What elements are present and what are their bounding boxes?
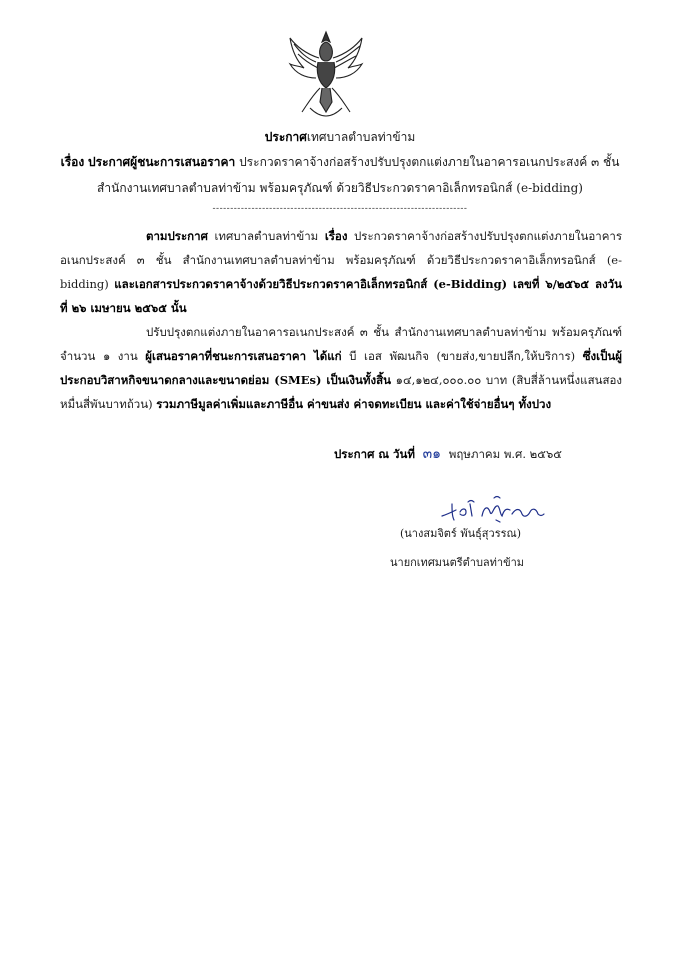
para2-winner-label: ผู้เสนอราคาที่ชนะการเสนอราคา ได้แก่	[145, 349, 342, 363]
para2-line-3	[60, 373, 622, 387]
para2-amount: ๑๔,๑๒๔,๐๐๐.๐๐ บาท (สิบสี่ล้านหนึ่งแสนสอง	[395, 373, 622, 387]
announce-label: ประกาศ ณ วันที่	[334, 447, 415, 461]
subject-label: เรื่อง	[60, 155, 85, 169]
announcement-title	[0, 128, 680, 147]
title-prefix: ประกาศ	[264, 130, 307, 144]
subject-rest: ประกวดราคาจ้างก่อสร้างปรับปรุงตกแต่งภายในอาคารอเนกประสงค์ ๓ ชั้น	[239, 155, 620, 169]
garuda-emblem-icon	[286, 28, 366, 120]
subject-line-2	[0, 179, 680, 198]
para1-date: ที่ ๒๖ เมษายน ๒๕๖๕ นั้น	[60, 301, 187, 315]
para1-org: เทศบาลตำบลท่าข้าม	[214, 229, 319, 243]
para2-line-1	[146, 325, 622, 339]
signer-name: (นางสมจิตร์ พันธุ์สุวรรณ)	[400, 527, 522, 540]
para2-vat-note: รวมภาษีมูลค่าเพิ่มและภาษีอื่น ค่าขนส่ง ค่าจดทะเบียน และค่าใช้จ่ายอื่นๆ ทั้งปวง	[156, 397, 552, 411]
subject-line2-bold: สำนักงานเทศบาลตำบลท่าข้าม พร้อมครุภัณฑ์	[97, 181, 333, 195]
para1-docs: และเอกสารประกวดราคาจ้าง	[114, 277, 259, 291]
para1-line-1	[146, 229, 622, 243]
divider-line: ------------------------------------------------------------------------	[212, 204, 468, 214]
para1-intro: ตามประกาศ	[146, 229, 208, 243]
subject-bold: ประกาศผู้ชนะการเสนอราคา	[88, 155, 236, 169]
para2-line-2	[60, 349, 622, 363]
signature-icon	[438, 494, 548, 524]
para2-project: ปรับปรุงตกแต่งภายในอาคารอเนกประสงค์ ๓ ชั้น สำนักงานเทศบาลตำบลท่าข้าม พร้อมครุภัณฑ์	[146, 325, 622, 339]
para1-docs-number: ด้วยวิธีประกวดราคาอิเล็กทรอนิกส์ (e-Bidding) เลขที่ ๖/๒๕๖๕ ลงวัน	[258, 277, 622, 291]
para1-line2-text: อเนกประสงค์ ๓ ชั้น สำนักงานเทศบาลตำบลท่าข้าม พร้อมครุภัณฑ์ ด้วยวิธีประกวดราคาอิเล็กทรอนิกส์ (e-	[60, 253, 622, 267]
announce-day: ๓๑	[422, 446, 442, 462]
para2-winner-name: บี เอส พัฒนกิจ (ขายส่ง,ขายปลีก,ให้บริการ)	[349, 349, 576, 363]
para1-subject: ประกวดราคาจ้างก่อสร้างปรับปรุงตกแต่งภายในอาคาร	[354, 229, 623, 243]
subject-line2-rest: ด้วยวิธีประกวดราคาอิเล็กทรอนิกส์ (e-bidding)	[336, 181, 583, 195]
para1-line-3	[60, 277, 622, 291]
para1-line-2	[60, 253, 622, 267]
para1-line-4	[60, 301, 187, 315]
title-org: เทศบาลตำบลท่าข้าม	[306, 130, 416, 144]
para1-bidding: bidding)	[60, 277, 109, 291]
announce-month-year: พฤษภาคม พ.ศ. ๒๕๖๕	[448, 447, 562, 461]
para2-line-4	[60, 397, 551, 411]
subject-line-1	[0, 153, 680, 172]
para2-quantity: จำนวน ๑ งาน	[60, 349, 138, 363]
para1-subject-label: เรื่อง	[324, 229, 348, 243]
announce-date	[334, 447, 562, 461]
signer-position: นายกเทศมนตรีตำบลท่าข้าม	[390, 556, 525, 569]
para2-amount-words: หมื่นสี่พันบาทถ้วน)	[60, 397, 153, 411]
para2-sme-total: ประกอบวิสาหกิจขนาดกลางและขนาดย่อม (SMEs) เป็นเงินทั้งสิ้น	[60, 373, 391, 387]
para2-which-is: ซึ่งเป็นผู้	[582, 349, 622, 363]
